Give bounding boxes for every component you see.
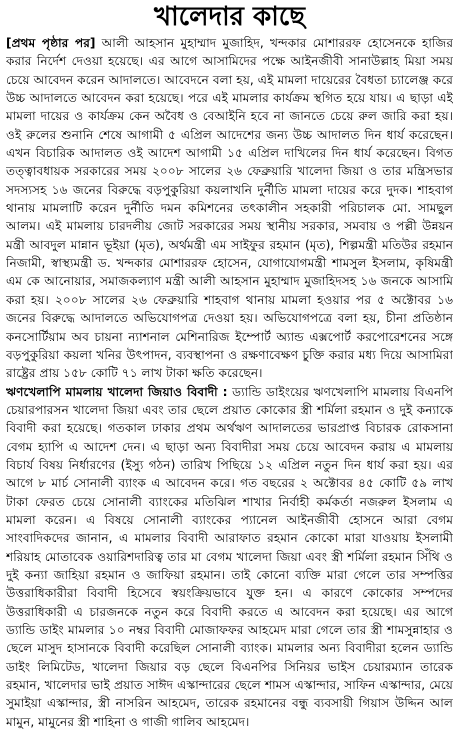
paragraph-1-text: আলী আহসান মুহাম্মাদ মুজাহিদ, খন্দকার মোশাররফ হোসেনকে হাজির করার নির্দেশ দেওয়া হয়েছে। এর আগে আসামিদের পক্ষে আইনজীবী সানাউল্লাহ মিয়া সময় চেয়ে আবেদন করেন আদালতে। আবেদনে বলা হয়, এই মামলা দায়েরের বৈধতা চ্যালেঞ্জ করে উচ্চ আদালতে আবেদন করা হয়েছে। পরে এই মামলার কার্যক্রম স্থগিত হয়ে যায়। এ ছাড়া এই মামলা দায়ের ও কার্যক্রম কেন অবৈধ ও বেআইনি হবে না জানতে চেয়ে রুল জারি করা হয়। ওই রুলের শুনানি শেষে আগামী ৫ এপ্রিল আদেশের জন্য উচ্চ আদালত দিন ধার্য করেছেন। এখন বিচারিক আদালত ওই আদেশ আগামী ১৫ এপ্রিল দাখিলের দিন ধার্য করেছেন। বিগত তত্ত্বাবধায়ক সরকারের সময় ২০০৮ সালের ২৬ ফেব্রুয়ারি খালেদা জিয়া ও তার মন্ত্রিসভার সদস্যসহ ১৬ জনের বিরুদ্ধে বড়পুকুরিয়া কয়লাখনি দুর্নীতি মামলা দায়ের করে দুদক। শাহবাগ থানায় মামলাটি করেন দুর্নীতি দমন কমিশনের তৎকালীন সহকারী পরিচালক মো. সামছুল আলম। এই মামলায় চারদলীয় জোট সরকারের সময় স্থানীয় সরকার, সমবায় ও পল্লী উন্নয়ন মন্ত্রী আবদুল মান্নান ভূইয়া (মৃত), অর্থমন্ত্রী এম সাইফুর রহমান (মৃত), শিল্পমন্ত্রী মতিউর রহমান নিজামী, স্বাস্থ্যমন্ত্রী ড. খন্দকার মোশাররফ হোসেন, যোগাযোগমন্ত্রী শামসুল ইসলাম, কৃষিমন্ত্রী এম কে আনোয়ার, সমাজকল্যাণ মন্ত্রী আলী আহসান মুহাম্মাদ মুজাহিদসহ ১৬ জনকে আসামি করা হয়। ২০০৮ সালের ২৬ ফেব্রুয়ারি শাহবাগ থানায় মামলা হওয়ার পর ৫ অক্টোবর ১৬ জনের বিরুদ্ধে আদালতে অভিযোগপত্র দেওয়া হয়। অভিযোগপত্রে বলা হয়, চীনা প্রতিষ্ঠান কনসোর্টিয়াম অব চায়না ন্যাশনাল মেশিনারিজ ইম্পোর্ট অ্যান্ড এক্সপোর্ট করপোরেশনের সঙ্গে বড়পুকুরিয়া কয়লা খনির উৎপাদন, ব্যবস্থাপনা ও রক্ষণাবেক্ষণ চুক্তি করার মধ্য দিয়ে আসামিরা রাষ্ট্রের প্রায় ১৫৮ কোটি ৭১ লাখ টাকা ক্ষতি করেছেন।: [6, 36, 453, 381]
continuation-tag: [প্রথম পৃষ্ঠার পর]: [6, 36, 96, 50]
paragraph-2-text: ড্যান্ডি ডাইংয়ের ঋণখেলাপি মামলায় বিএনপি চেয়ারপারসন খালেদা জিয়া এবং তার ছেলে প্রয়াত কোকোর স্ত্রী শর্মিলা রহমান ও দুই কন্যাকে বিবাদী করা হয়েছে। গতকাল ঢাকার প্রথম অর্থঋণ আদালতের ভারপ্রাপ্ত বিচারক রোকসানা বেগম হ্যাপি এ আদেশ দেন। এ ছাড়া অন্য বিবাদীরা সময় চেয়ে আবেদন করায় এ মামলায় বিচার্য বিষয় নির্ধারণের (ইস্যু গঠন) তারিখ পিছিয়ে ১২ এপ্রিল নতুন দিন ধার্য করা হয়। এর আগে ৮ মার্চ সোনালী ব্যাংক এ আবেদন করে। গত বছরের ২ অক্টোবর ৪৫ কোটি ৫৯ লাখ টাকা ফেরত চেয়ে সোনালী ব্যাংকের মতিঝিল শাখার নির্বাহী কর্মকর্তা নজরুল ইসলাম এ মামলা করেন। এ বিষয়ে সোনালী ব্যাংকের প্যানেল আইনজীবী হোসনে আরা বেগম সাংবাদিকদের জানান, এ মামলার বিবাদী আরাফাত রহমান কোকো মারা যাওয়ায় ইসলামী শরিয়াহ মোতাবেক ওয়ারিশদারিত্ব তার মা বেগম খালেদা জিয়া এবং স্ত্রী শর্মিলা রহমান সিঁথি ও দুই কন্যা জাহিয়া রহমান ও জাফিয়া রহমান। তাই কোনো ব্যক্তি মারা গেলে তার সম্পত্তির উত্তরাধিকারীরা বিবাদী হিসেবে স্বয়ংক্রিয়ভাবে যুক্ত হন। এ কারণে কোকোর সম্পদের উত্তরাধিকারী এ চারজনকে নতুন করে বিবাদী করতে এ আবেদন করা হয়েছে। এর আগে ড্যান্ডি ডাইং মামলার ১০ নম্বর বিবাদী মোজাফফর আহমেদ মারা গেলে তার স্ত্রী শামসুন্নাহার ও ছেলে মাসুদ হাসানকে বিবাদী করেছিল সোনালী ব্যাংক। মামলার অন্য বিবাদীরা হলেন ড্যান্ডি ডাইং লিমিটেড, খালেদা জিয়ার বড় ছেলে বিএনপির সিনিয়র ভাইস চেয়ারম্যান তারেক রহমান, খালেদার ভাই প্রয়াত সাঈদ এস্কান্দারের ছেলে শামস এস্কান্দার, সাফিন এস্কান্দার, মেয়ে সুমাইয়া এস্কান্দার, স্ত্রী নাসরিন আহমেদ, তারেক রহমানের বন্ধু ব্যবসায়ী গিয়াস উদ্দিন আল মামুন, মামুনের স্ত্রী শাহিনা ও গাজী গালিব আহমেদ।: [6, 384, 453, 729]
article-paragraph-1: [6, 34, 453, 383]
article-headline: খালেদার কাছে: [154, 2, 305, 32]
article-subheading: ঋণখেলাপি মামলায় খালেদা জিয়াও বিবাদী :: [6, 384, 228, 399]
article-paragraph-2: [6, 383, 453, 731]
